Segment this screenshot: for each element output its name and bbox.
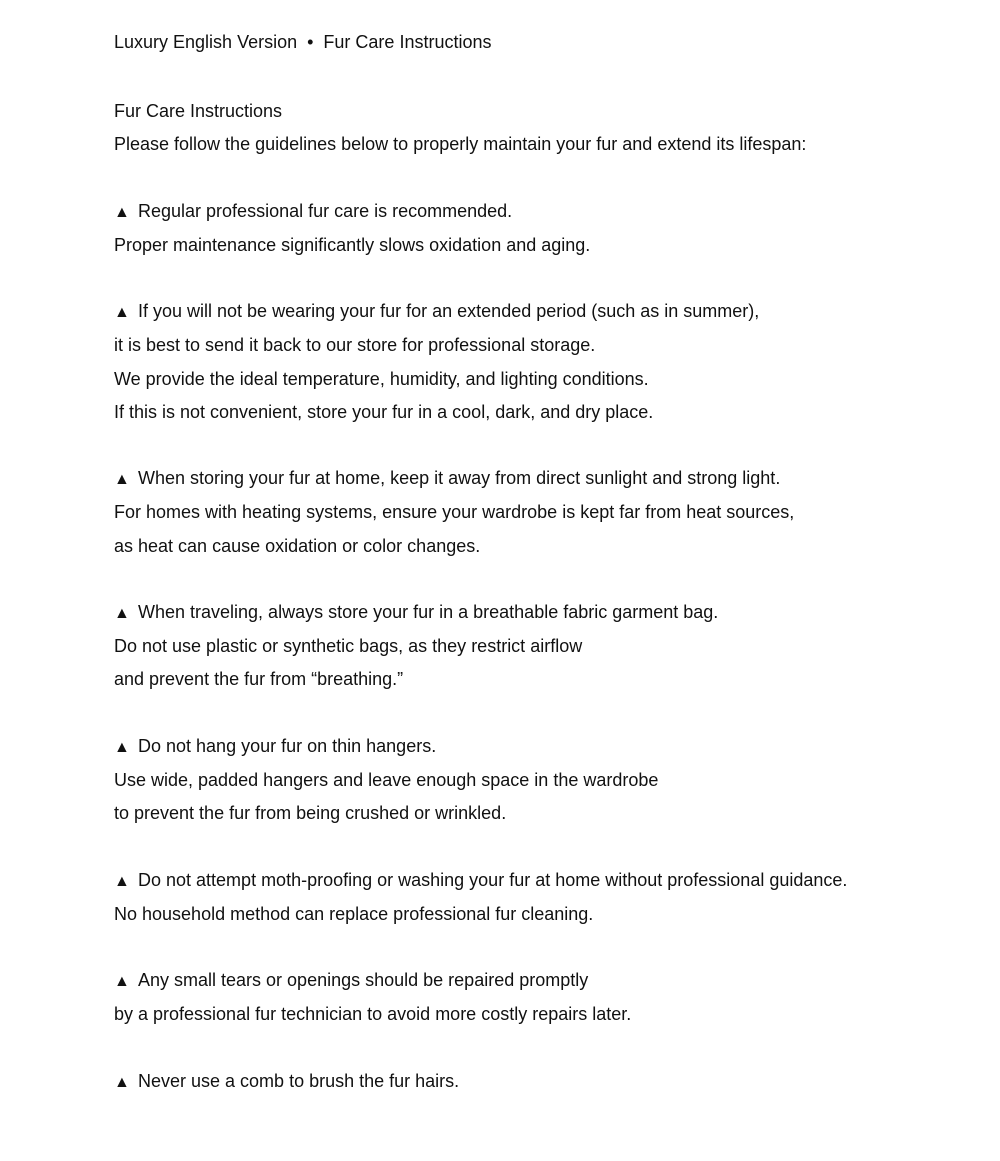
care-detail-line: as heat can cause oxidation or color changes.: [114, 535, 481, 556]
triangle-bullet-icon: ▲: [114, 604, 130, 622]
care-section-7: [114, 964, 954, 1031]
care-lead-text: Do not hang your fur on thin hangers.: [138, 735, 437, 756]
header-right: Fur Care Instructions: [323, 32, 492, 52]
spacer: [114, 563, 954, 596]
care-detail-line: We provide the ideal temperature, humidity, and lighting conditions.: [114, 368, 649, 389]
spacer: [114, 1032, 954, 1065]
care-lead-text: Do not attempt moth-proofing or washing your fur at home without professional guidance.: [138, 869, 848, 890]
triangle-bullet-icon: ▲: [114, 1073, 130, 1091]
care-detail-line: to prevent the fur from being crushed or wrinkled.: [114, 803, 507, 824]
care-detail-line: If this is not convenient, store your fur in a cool, dark, and dry place.: [114, 401, 654, 422]
triangle-bullet-icon: ▲: [114, 738, 130, 756]
care-lead-line: [114, 964, 954, 998]
triangle-bullet-icon: ▲: [114, 203, 130, 221]
care-detail-line: Use wide, padded hangers and leave enough space in the wardrobe: [114, 769, 659, 790]
care-detail-line: and prevent the fur from “breathing.”: [114, 669, 404, 690]
care-lead-text: When traveling, always store your fur in a breathable fabric garment bag.: [138, 601, 719, 622]
care-section-2: [114, 295, 954, 429]
care-lead-text: Never use a comb to brush the fur hairs.: [138, 1070, 460, 1091]
care-detail-line: Do not use plastic or synthetic bags, as they restrict airflow: [114, 636, 583, 657]
spacer: [114, 931, 954, 964]
care-section-3: [114, 462, 954, 563]
care-lead-text: Regular professional fur care is recommended.: [138, 200, 513, 221]
page-header: [114, 29, 491, 55]
care-detail-line: No household method can replace professional fur cleaning.: [114, 903, 594, 924]
care-lead-text: When storing your fur at home, keep it away from direct sunlight and strong light.: [138, 468, 781, 489]
spacer: [114, 161, 954, 194]
triangle-bullet-icon: ▲: [114, 304, 130, 322]
care-lead-line: [114, 730, 954, 764]
intro-text: Please follow the guidelines below to properly maintain your fur and extend its lifespan:: [114, 134, 807, 155]
care-section-5: [114, 730, 954, 831]
care-lead-line: [114, 1065, 954, 1099]
care-section-1: [114, 195, 954, 262]
triangle-bullet-icon: ▲: [114, 872, 130, 890]
header-separator: •: [307, 32, 314, 52]
spacer: [114, 830, 954, 863]
care-detail-line: Proper maintenance significantly slows oxidation and aging.: [114, 234, 591, 255]
care-lead-line: [114, 596, 954, 630]
intro-title: Fur Care Instructions: [114, 101, 283, 121]
care-detail-line: For homes with heating systems, ensure your wardrobe is kept far from heat sources,: [114, 502, 795, 523]
triangle-bullet-icon: ▲: [114, 471, 130, 489]
spacer: [114, 262, 954, 295]
care-section-6: [114, 864, 954, 931]
care-section-4: [114, 596, 954, 697]
spacer: [114, 429, 954, 462]
care-lead-line: [114, 864, 954, 898]
care-lead-text: Any small tears or openings should be repaired promptly: [138, 970, 589, 991]
care-lead-line: [114, 462, 954, 496]
care-detail-line: by a professional fur technician to avoid more costly repairs later.: [114, 1004, 632, 1025]
header-left: Luxury English Version: [114, 32, 298, 52]
care-lead-line: [114, 195, 954, 229]
care-detail-line: it is best to send it back to our store for professional storage.: [114, 335, 596, 356]
care-section-8: [114, 1065, 954, 1099]
care-lead-line: [114, 295, 954, 329]
document-body: [114, 95, 954, 1099]
triangle-bullet-icon: ▲: [114, 973, 130, 991]
care-lead-text: If you will not be wearing your fur for an extended period (such as in summer),: [138, 301, 760, 322]
spacer: [114, 697, 954, 730]
